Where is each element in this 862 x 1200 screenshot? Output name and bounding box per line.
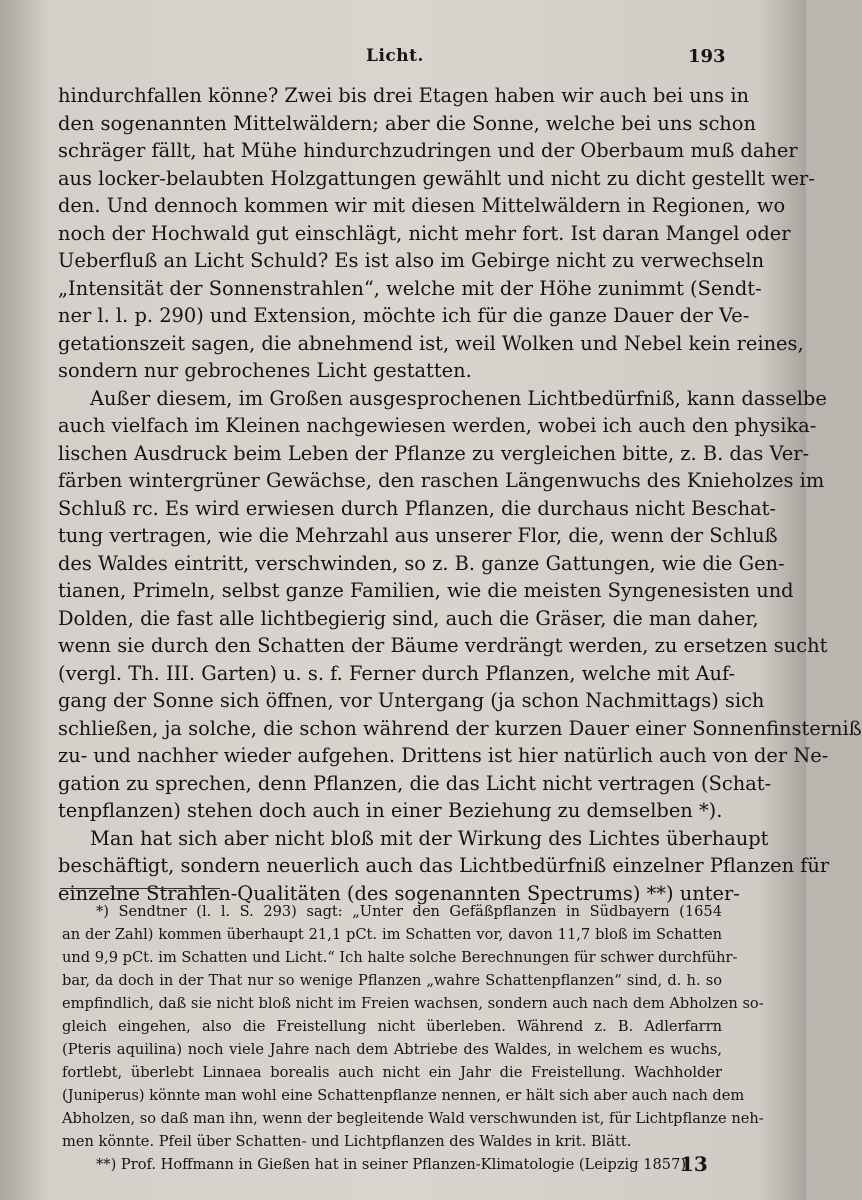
footnote-line: *) Sendtner (l. l. S. 293) sagt: „Unter den Gefäßpflanzen in Südbayern (1654 [96,903,722,920]
body-text [58,82,862,907]
text-line: tenpflanzen) stehen doch auch in einer Beziehung zu demselben *). [58,799,723,822]
text-line: Dolden, die fast alle lichtbegierig sind, auch die Gräser, die man daher, [58,606,759,630]
footnote-line: Abholzen, so daß man ihn, wenn der begleitende Wald verschwunden ist, für Lichtpflanze neh- [62,1110,764,1127]
text-line: färben wintergrüner Gewächse, den raschen Längenwuchs des Knieholzes im [58,469,825,492]
text-line: tung vertragen, wie die Mehrzahl aus unserer Flor, die, wenn der Schluß [58,524,778,547]
text-line: „Intensität der Sonnenstrahlen“, welche mit der Höhe zunimmt (Sendt- [58,276,762,300]
text-line: wenn sie durch den Schatten der Bäume verdrängt werden, zu ersetzen sucht [58,634,828,657]
running-title: Licht. [366,46,424,66]
footnote-divider [60,888,220,889]
text-line: noch der Hochwald gut einschlägt, nicht mehr fort. Ist daran Mangel oder [58,221,791,245]
text-line: des Waldes eintritt, verschwinden, so z. B. ganze Gattungen, wie die Gen- [58,551,785,575]
text-line: getationszeit sagen, die abnehmend ist, weil Wolken und Nebel kein reines, [58,331,804,355]
footnote-line: und 9,9 pCt. im Schatten und Licht.“ Ich halte solche Berechnungen für schwer durchführ- [62,949,738,966]
text-line: zu- und nachher wieder aufgehen. Drittens ist hier natürlich auch von der Ne- [58,744,829,767]
text-line: lischen Ausdruck beim Leben der Pflanze zu vergleichen bitte, z. B. das Ver- [58,441,810,465]
footnote-line: gleich eingehen, also die Freistellung nicht überleben. Während z. B. Adlerfarrn [62,1018,722,1035]
text-line: Ueberfluß an Licht Schuld? Es ist also im Gebirge nicht zu verwechseln [58,249,765,272]
text-line: aus locker-belaubten Holzgattungen gewählt und nicht zu dicht gestellt wer- [58,166,815,190]
footnote-line: empfindlich, daß sie nicht bloß nicht im Freien wachsen, sondern auch nach dem Abholzen so- [62,995,764,1012]
text-line: auch vielfach im Kleinen nachgewiesen werden, wobei ich auch den physika- [58,414,817,437]
text-line: einzelne Strahlen-Qualitäten (des sogenannten Spectrums) **) unter- [58,881,740,905]
page-header [0,46,806,70]
text-line: beschäftigt, sondern neuerlich auch das Lichtbedürfniß einzelner Pflanzen für [58,854,830,877]
text-line: den. Und dennoch kommen wir mit diesen Mittelwäldern in Regionen, wo [58,194,786,217]
footnote-line: (Juniperus) könnte man wohl eine Schattenpflanze nennen, er hält sich aber auch nach dem [62,1087,745,1104]
footnote-line: an der Zahl) kommen überhaupt 21,1 pCt. im Schatten vor, davon 11,7 bloß im Schatten [62,926,722,943]
text-line: gang der Sonne sich öffnen, vor Untergang (ja schon Nachmittags) sich [58,689,765,712]
footnote-line: **) Prof. Hoffmann in Gießen hat in seiner Pflanzen-Klimatologie (Leipzig 1857) [96,1156,687,1173]
text-line: schließen, ja solche, die schon während der kurzen Dauer einer Sonnenfinsterniß [58,716,862,740]
text-line: Man hat sich aber nicht bloß mit der Wirkung des Lichtes überhaupt [90,826,769,850]
footnote-line: bar, da doch in der That nur so wenige Pflanzen „wahre Schattenpflanzen“ sind, d. h. so [62,972,722,989]
text-line: schräger fällt, hat Mühe hindurchzudringen und der Oberbaum muß daher [58,139,798,162]
text-line: den sogenannten Mittelwäldern; aber die Sonne, welche bei uns schon [58,111,756,135]
footnote-line: (Pteris aquilina) noch viele Jahre nach dem Abtriebe des Waldes, in welchem es wuchs, [62,1041,722,1058]
text-line: hindurchfallen könne? Zwei bis drei Etagen haben wir auch bei uns in [58,84,750,107]
text-line: sondern nur gebrochenes Licht gestatten. [58,359,472,382]
footnote-line: men könnte. Pfeil über Schatten- und Lichtpflanzen des Waldes in krit. Blätt. [62,1133,632,1150]
text-line: gation zu sprechen, denn Pflanzen, die das Licht nicht vertragen (Schat- [58,771,772,795]
text-line: ner l. l. p. 290) und Extension, möchte ich für die ganze Dauer der Ve- [58,304,750,327]
text-line: tianen, Primeln, selbst ganze Familien, wie die meisten Syngenesisten und [58,579,794,602]
page-number: 193 [688,46,726,67]
footnote-line: fortlebt, überlebt Linnaea borealis auch nicht ein Jahr die Freistellung. Wachholder [62,1064,722,1081]
text-line: Außer diesem, im Großen ausgesprochenen Lichtbedürfniß, kann dasselbe [90,386,827,410]
printer-signature: 13 [680,1152,708,1176]
footnotes [62,900,764,1176]
text-line: Schluß rc. Es wird erwiesen durch Pflanzen, die durchaus nicht Beschat- [58,496,776,520]
text-line: (vergl. Th. III. Garten) u. s. f. Ferner durch Pflanzen, welche mit Auf- [58,661,736,685]
